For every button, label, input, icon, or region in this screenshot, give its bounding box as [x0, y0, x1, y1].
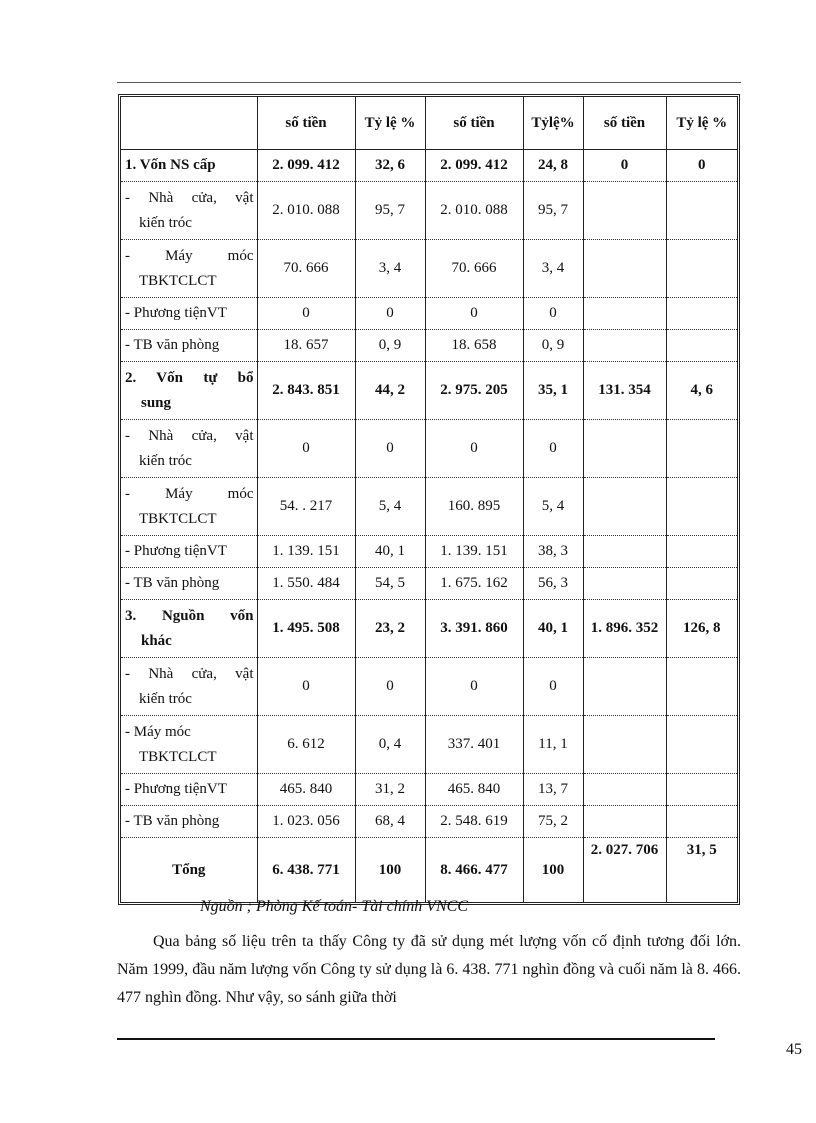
value-cell: 44, 2: [355, 362, 425, 420]
value-cell: [666, 658, 737, 716]
table-row: [121, 420, 737, 478]
row-label-line2: TBKTCLCT: [139, 748, 217, 765]
value-cell: 1. 139. 151: [257, 536, 355, 568]
table-row: [121, 478, 737, 536]
section-row: [121, 600, 737, 658]
value-cell: [666, 478, 737, 536]
fixed-capital-table: [118, 94, 740, 905]
value-cell: 0, 4: [355, 716, 425, 774]
value-cell: 465. 840: [257, 774, 355, 806]
data-table: [121, 97, 737, 902]
value-cell: 11, 1: [523, 716, 583, 774]
value-cell: 0: [425, 658, 523, 716]
value-cell: 1. 896. 352: [583, 600, 666, 658]
table-row: [121, 330, 737, 362]
row-label-line1: - Máy móc: [125, 247, 254, 264]
value-cell: 2. 548. 619: [425, 806, 523, 838]
row-label: [121, 478, 257, 536]
value-cell: 337. 401: [425, 716, 523, 774]
row-label: [121, 362, 257, 420]
value-cell: 18. 657: [257, 330, 355, 362]
row-label-line1: 2. Vốn tự bổ: [125, 369, 254, 386]
value-cell: 0, 9: [355, 330, 425, 362]
header-rule: [117, 82, 741, 83]
row-label: [121, 716, 257, 774]
row-label-line1: - TB văn phòng: [125, 337, 220, 353]
value-cell: 131. 354: [583, 362, 666, 420]
header-cell: Tỷlệ%: [523, 97, 583, 150]
value-cell: [583, 478, 666, 536]
value-cell: 23, 2: [355, 600, 425, 658]
value-cell: [583, 182, 666, 240]
table-row: [121, 658, 737, 716]
header-cell: số tiền: [583, 97, 666, 150]
value-cell: 3, 4: [355, 240, 425, 298]
value-cell: 0: [425, 298, 523, 330]
row-label-line1: - TB văn phòng: [125, 575, 220, 591]
value-cell: [666, 182, 737, 240]
value-cell: [583, 298, 666, 330]
table-source-caption: Nguồn ; Phòng Kế toán- Tài chính VNCC: [200, 898, 468, 915]
body-paragraph: [117, 928, 741, 1012]
table-row: [121, 568, 737, 600]
value-cell: 0, 9: [523, 330, 583, 362]
row-label-line1: - Phương tiệnVT: [125, 305, 227, 321]
value-cell: 1. 023. 056: [257, 806, 355, 838]
row-label-line1: - Phương tiệnVT: [125, 543, 227, 559]
value-cell: 5, 4: [523, 478, 583, 536]
value-cell: 70. 666: [425, 240, 523, 298]
header-cell: [121, 97, 257, 150]
value-cell: 40, 1: [523, 600, 583, 658]
row-label-line1: 3. Nguồn vốn: [125, 607, 254, 624]
row-label-line2: TBKTCLCT: [139, 272, 217, 289]
total-value-cell: 8. 466. 477: [425, 838, 523, 903]
value-cell: 0: [257, 658, 355, 716]
value-cell: 6. 612: [257, 716, 355, 774]
row-label: [121, 600, 257, 658]
value-cell: 2. 099. 412: [257, 150, 355, 182]
row-label-line2: khác: [141, 632, 172, 649]
value-cell: 68, 4: [355, 806, 425, 838]
table-row: [121, 182, 737, 240]
value-cell: [583, 420, 666, 478]
total-row: [121, 838, 737, 903]
row-label: [121, 536, 257, 568]
row-label-line1: - Phương tiệnVT: [125, 781, 227, 797]
value-cell: 0: [355, 420, 425, 478]
value-cell: 13, 7: [523, 774, 583, 806]
value-cell: 3. 391. 860: [425, 600, 523, 658]
value-cell: 1. 550. 484: [257, 568, 355, 600]
value-cell: 31, 2: [355, 774, 425, 806]
value-cell: [666, 806, 737, 838]
value-cell: 95, 7: [355, 182, 425, 240]
section-row: [121, 362, 737, 420]
value-cell: 1. 139. 151: [425, 536, 523, 568]
table-header-row: [121, 97, 737, 150]
row-label-line2: kiến tróc: [139, 452, 192, 469]
total-value-cell: 100: [355, 838, 425, 903]
value-cell: 5, 4: [355, 478, 425, 536]
value-cell: [666, 240, 737, 298]
total-value-cell: 100: [523, 838, 583, 903]
value-cell: 2. 010. 088: [257, 182, 355, 240]
value-cell: [666, 536, 737, 568]
row-label: [121, 150, 257, 182]
row-label-line1: - Nhà cửa, vật: [125, 427, 254, 444]
table-row: [121, 240, 737, 298]
row-label: [121, 298, 257, 330]
table-row: [121, 774, 737, 806]
header-cell: số tiền: [257, 97, 355, 150]
row-label: [121, 658, 257, 716]
value-cell: 54. . 217: [257, 478, 355, 536]
section-row: [121, 150, 737, 182]
row-label-line2: kiến tróc: [139, 214, 192, 231]
value-cell: 1. 495. 508: [257, 600, 355, 658]
row-label: [121, 774, 257, 806]
value-cell: 2. 010. 088: [425, 182, 523, 240]
value-cell: 35, 1: [523, 362, 583, 420]
value-cell: 24, 8: [523, 150, 583, 182]
value-cell: [583, 716, 666, 774]
value-cell: 70. 666: [257, 240, 355, 298]
value-cell: 40, 1: [355, 536, 425, 568]
value-cell: 1. 675. 162: [425, 568, 523, 600]
value-cell: [583, 658, 666, 716]
value-cell: 54, 5: [355, 568, 425, 600]
total-label: Tổng: [121, 838, 257, 903]
value-cell: 465. 840: [425, 774, 523, 806]
value-cell: 32, 6: [355, 150, 425, 182]
row-label-line2: TBKTCLCT: [139, 510, 217, 527]
value-cell: 38, 3: [523, 536, 583, 568]
value-cell: [583, 774, 666, 806]
value-cell: [583, 330, 666, 362]
value-cell: [666, 420, 737, 478]
header-cell: Tỷ lệ %: [355, 97, 425, 150]
row-label: [121, 330, 257, 362]
header-cell: số tiền: [425, 97, 523, 150]
page-number: 45: [786, 1041, 802, 1058]
value-cell: 160. 895: [425, 478, 523, 536]
row-label-line1: - Máy móc: [125, 723, 191, 740]
value-cell: 2. 975. 205: [425, 362, 523, 420]
value-cell: [666, 330, 737, 362]
total-value-cell: 2. 027. 706: [583, 838, 666, 903]
table-row: [121, 806, 737, 838]
value-cell: 2. 843. 851: [257, 362, 355, 420]
row-label-line1: - Nhà cửa, vật: [125, 665, 254, 682]
total-value-cell: 6. 438. 771: [257, 838, 355, 903]
value-cell: 0: [257, 298, 355, 330]
value-cell: 0: [583, 150, 666, 182]
value-cell: 0: [666, 150, 737, 182]
value-cell: 0: [425, 420, 523, 478]
row-label: [121, 240, 257, 298]
footer-rule: [117, 1038, 715, 1040]
value-cell: 75, 2: [523, 806, 583, 838]
value-cell: [666, 716, 737, 774]
value-cell: 18. 658: [425, 330, 523, 362]
row-label: [121, 568, 257, 600]
value-cell: 0: [523, 420, 583, 478]
value-cell: 4, 6: [666, 362, 737, 420]
value-cell: 56, 3: [523, 568, 583, 600]
table-row: [121, 536, 737, 568]
row-label-line1: - TB văn phòng: [125, 813, 220, 829]
paragraph-text: Qua bảng số liệu trên ta thấy Công ty đã sử dụng mét lượng vốn cố định tương đối lớn. Năm 1999, đầu năm lượng vốn Công ty sử dụng là 6. 438. 771 nghìn đồng và cuối năm là 8. 466. 477 nghìn đồng. Như vậy, so sánh giữa thời: [117, 933, 741, 1006]
value-cell: [583, 806, 666, 838]
row-label-line2: kiến tróc: [139, 690, 192, 707]
value-cell: 95, 7: [523, 182, 583, 240]
value-cell: 0: [257, 420, 355, 478]
value-cell: [666, 298, 737, 330]
row-label-line1: 1. Vốn NS cấp: [125, 157, 216, 173]
value-cell: [583, 536, 666, 568]
value-cell: 0: [523, 658, 583, 716]
value-cell: 126, 8: [666, 600, 737, 658]
value-cell: 0: [355, 298, 425, 330]
value-cell: 3, 4: [523, 240, 583, 298]
row-label: [121, 806, 257, 838]
value-cell: 0: [523, 298, 583, 330]
total-value-cell: 31, 5: [686, 842, 717, 858]
value-cell: [583, 568, 666, 600]
value-cell: 0: [355, 658, 425, 716]
row-label: [121, 182, 257, 240]
value-cell: 2. 099. 412: [425, 150, 523, 182]
header-cell: Tỷ lệ %: [666, 97, 737, 150]
value-cell: [666, 568, 737, 600]
value-cell: [666, 774, 737, 806]
table-row: [121, 298, 737, 330]
table-row: [121, 716, 737, 774]
value-cell: [583, 240, 666, 298]
row-label-line1: - Máy móc: [125, 485, 254, 502]
row-label: [121, 420, 257, 478]
row-label-line1: - Nhà cửa, vật: [125, 189, 254, 206]
row-label-line2: sung: [141, 394, 172, 411]
